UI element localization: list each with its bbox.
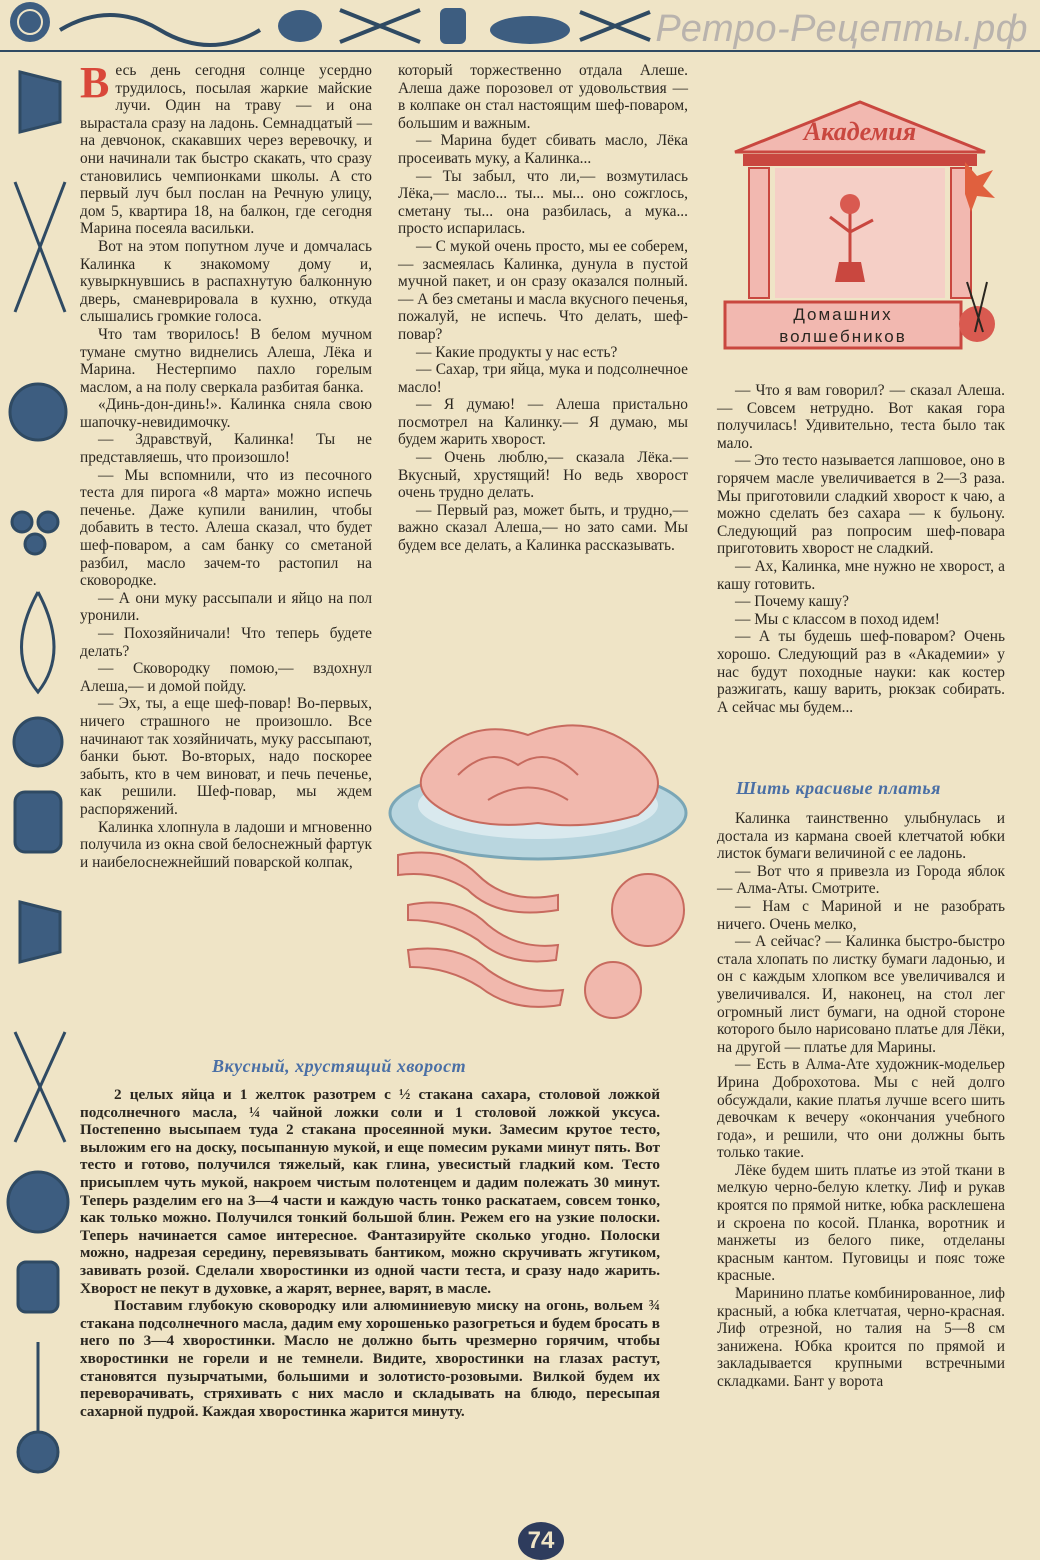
story-paragraph: — Это тесто называется лапшовое, оно в горячем масле увеличивается в 2—3 раза. Мы приготовили сладкий хворост к чаю, а можно сделать без сахара — к бульону. Следующий раз попросим шеф-повара приготовить хворост не сладкий. [717, 452, 1005, 558]
emblem-line2: волшебников [779, 327, 907, 346]
dress-section-heading: Шить красивые платья [736, 778, 941, 798]
story-paragraph: который торжественно отдала Алеше. Алеша даже порозовел от удовольствия — в колпаке он стал настоящим шеф-поваром, большим и важным. [398, 62, 688, 132]
story-paragraph: — Вот что я привезла из Города яблок — Алма-Аты. Смотрите. [717, 862, 1005, 898]
story-paragraph: — Первый раз, может быть, и трудно,— важно сказал Алеша,— но зато сами. Мы будем все делать, а Калинка рассказывать. [398, 501, 688, 555]
khvorost-illustration [388, 705, 698, 1035]
story-paragraph: Что там творилось! В белом мучном тумане смутно виднелись Алеша, Лёка и Марина. Нестерпимо пахло горелым маслом, а на полу сверкала разбитая банка. [80, 325, 372, 396]
story-paragraph: — Нам с Мариной и не разобрать ничего. Очень мелко, [717, 897, 1005, 933]
story-paragraph: — С мукой очень просто, мы ее соберем,— засмеялась Калинка, дунула в пустой мучной пакет, и он сразу оказался полный.— А без сметаны и масла вкусного печенья, пожалуй, не испечь. Что делать, шеф-повар? [398, 237, 688, 343]
story-column-3-continued [717, 810, 1005, 1391]
story-paragraph: — Сковородку помою,— вздохнул Алеша,— и домой пойду. [80, 660, 372, 695]
drop-cap: В [80, 58, 110, 107]
story-paragraph: — Похозяйничали! Что теперь будете делать? [80, 625, 372, 660]
story-paragraph: Маринино платье комбинированное, лиф красный, а юбка клетчатая, черно-красная. Лиф отрезной, но талия на 5—8 см занижена. Юбка кроится по прямой и закладывается крупными встречными складками. Бант у ворота [717, 1285, 1005, 1390]
story-paragraph: — Мы с классом в поход идем! [735, 610, 940, 628]
academy-emblem [715, 92, 1005, 362]
story-paragraph: — Здравствуй, Калинка! Ты не представляешь, что произошло! [80, 431, 372, 467]
story-paragraph: — Почему кашу? [735, 593, 849, 611]
story-column-1 [80, 58, 372, 871]
story-paragraph: — Что я вам говорил? — сказал Алеша.— Совсем нетрудно. Вот какая гора получилась! Удивительно, теста было так мало. [717, 382, 1005, 452]
story-paragraph: — Есть в Алма-Ате художник-модельер Ирина Доброхотова. Мы с ней долго обсуждали, какие платья лучше всего шить девочкам к вечеру «окончания учебного года», и решили, что они должны быть только такие. [717, 1056, 1005, 1162]
story-paragraph: Калинка хлопнула в ладоши и мгновенно получила из окна свой белоснежный фартук и наибелоснежнейший поварской колпак, [80, 818, 372, 871]
story-paragraph: — А они муку рассыпали и яйцо на пол уронили. [80, 589, 372, 625]
story-paragraph: — Эх, ты, а еще шеф-повар! Во-первых, ничего страшного не произошло. Все начинают так хозяйничать, муку рассыпают, банки бьют. Во-вторых, надо поскорее забыть, кто в чем виноват, и печь печенье, как решили. Шеф-повар, мы ждем распоряжений. [80, 695, 372, 818]
story-paragraph: «Динь-дон-динь!». Калинка сняла свою шапочку-невидимочку. [80, 396, 372, 431]
story-paragraph: Лёке будем шить платье из этой ткани в мелкую черно-белую клетку. Лиф и рукав кроятся по прямой нитке, юбка расклешена и скроена по косой. Планка, воротник и манжеты из белого пике, отделаны красным кантом. Пуговицы и пояс тоже красные. [717, 1161, 1005, 1285]
story-column-2 [398, 62, 688, 555]
academy-emblem-icon [715, 92, 1005, 362]
story-paragraph: Калинка таинственно улыбнулась и достала из кармана своей клетчатой юбки листок бумаги величиной с ее ладонь. [717, 810, 1005, 863]
watermark: Ретро-Рецепты.рф [655, 8, 1028, 50]
story-paragraph: Вот на этом попутном луче и домчалась Калинка к знакомому дому и, кувыркнувшись в распахнутую балконную дверь, сманеврировала в кухню, откуда слышались громкие голоса. [80, 237, 372, 326]
emblem-line1: Домашних [793, 305, 893, 324]
khvorost-plate-icon [388, 705, 698, 1035]
story-paragraph: — Какие продукты у нас есть? [416, 343, 618, 361]
emblem-top-word: Академия [803, 117, 917, 146]
story-paragraph: — Ты забыл, что ли,— возмутилась Лёка,— масло... ты... мы... оно сожглось, сметану ты... она разбилась, а мука... просто испарилась. [398, 167, 688, 238]
story-paragraph: — А ты будешь шеф-поваром? Очень хорошо. Следующий раз в «Академии» у нас будут походные науки: как костер разжигать, кашу варить, рюкзак собирать. А сейчас мы будем... [717, 628, 1005, 716]
story-paragraph: — А сейчас? — Калинка быстро-быстро стала хлопать по листку бумаги ладонью, и он с каждым хлопком все увеличивался и увеличивался. И, наконец, на стол лег огромный лист бумаги, на одной стороне которого было нарисовано платье для Лёки, на другой — платье для Марины. [717, 933, 1005, 1056]
sewing-tools-column-icon [0, 52, 78, 1482]
recipe-paragraph: 2 целых яйца и 1 желток разотрем с ½ стакана сахара, столовой ложкой подсолнечного масла, ¼ чайной ложки соли и 1 столовой ложкой уксуса. Постепенно высыпаем туда 2 стакана просеянной муки. Замесим крутое тесто, выложим его на доску, посыпанную мукой, и еще помесим руками минут пять. Вот тесто и готово, получился тяжелый, как глина, увесистый гладкий ком. Тесто присыплем чуть мукой, накроем чистым полотенцем и дадим полежать 30 минут. Теперь разделим его на 3—4 части и каждую часть тонко раскатаем, совсем тонко, как только можно. Получился тонкий большой блин. Режем его на узкие полоски. Теперь начинается самое интересное. Фантазируйте сколько угодно. Полоски можно, надрезая середину, перевязывать бантиком, можно скручивать жгутиком, завивать розой. Сделали хворостинки из одной части теста, и сразу надо жарить. Хворост не пекут в духовке, а жарят, вернее, варят, в масле. [80, 1086, 660, 1297]
recipe-text [80, 1086, 660, 1420]
story-paragraph: — Сахар, три яйца, мука и подсолнечное масло! [398, 361, 688, 396]
page-number: 74 [518, 1522, 564, 1560]
recipe-title: Вкусный, хрустящий хворост [212, 1056, 467, 1076]
recipe-paragraph: Поставим глубокую сковородку или алюминиевую миску на огонь, вольем ¾ стакана подсолнечного масла, дадим ему хорошенько разогреться и будем бросать в него по 3—4 хворостинки. Масло не должно быть чрезмерно горячим, чтобы хворостинки не горели и не темнели. Видите, хворостинки на глазах растут, становятся пузырчатыми, большими и золотисто-розовыми. Вилкой будем их переворачивать, стряхивать с них масло и складывать на блюдо, пересыпая сахарной пудрой. Каждая хворостинка жарится минуту. [80, 1297, 660, 1420]
left-decorative-border [0, 52, 78, 1482]
story-column-3 [717, 382, 1005, 716]
story-paragraph: — Ах, Калинка, мне нужно не хворост, а кашу готовить. [717, 557, 1005, 593]
story-paragraph: Весь день сегодня солнце усердно трудилось, посылая жаркие майские лучи. Один на траву — и она вырастала сразу на ладонь. Семнадцатый — на девчонок, скакавших через веревочку, и они начинали так быстро скакать, что сразу становились чемпионками школы. А сто первый луч был послан на Речную улицу, дом 5, квартира 18, на балкон, где сегодня Марина посеяла васильки. [80, 58, 372, 238]
story-paragraph: — Я думаю! — Алеша пристально посмотрел на Калинку.— Я думаю, мы будем жарить хворост. [398, 396, 688, 449]
story-paragraph: — Марина будет сбивать масло, Лёка просеивать муку, а Калинка... [398, 132, 688, 167]
story-paragraph: — Очень люблю,— сказала Лёка.— Вкусный, хрустящий! Но ведь хворост очень трудно делать. [398, 449, 688, 502]
story-paragraph: — Мы вспомнили, что из песочного теста для пирога «8 марта» можно испечь печенье. Даже купили ванилин, чтобы добавить в тесто. Алеша сказал, что будет шеф-поваром, а сам банку со сметаной разбил, масло зачем-то растопил на сковородке. [80, 466, 372, 590]
